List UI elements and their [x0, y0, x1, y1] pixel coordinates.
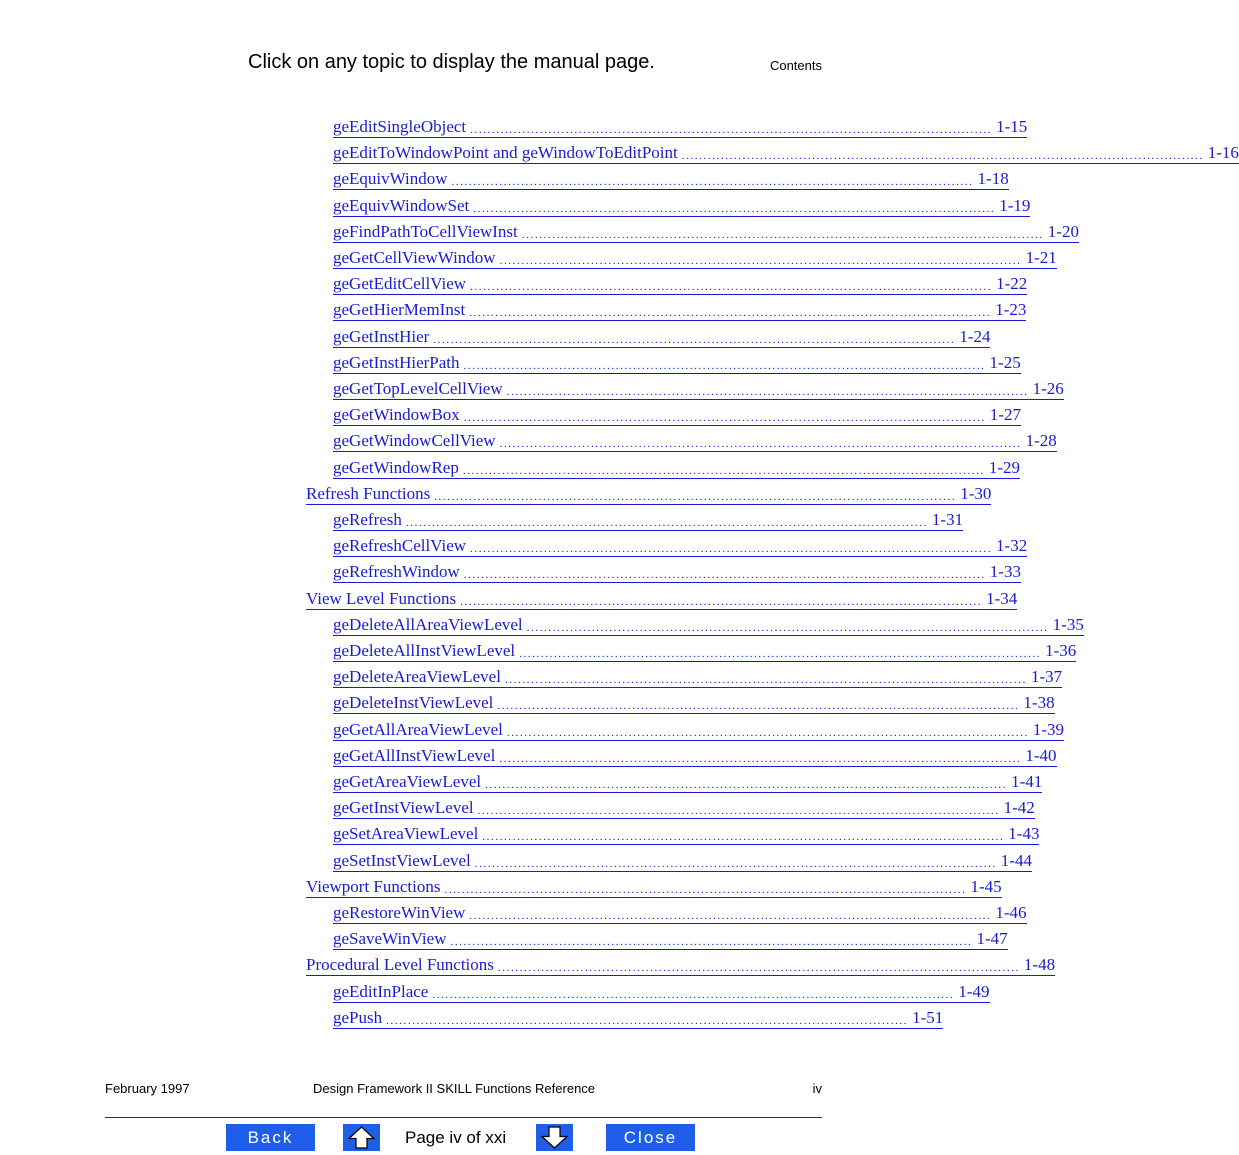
toc-entry-page: 1-35 [1049, 615, 1084, 636]
toc-entry-page: 1-36 [1041, 641, 1076, 662]
toc-entry-link[interactable] [333, 247, 1057, 269]
toc-leader-dots: ........................................................................................................................ [469, 307, 992, 319]
toc-leader-dots: ........................................................................................................................ [470, 124, 993, 136]
page-indicator: Page iv of xxi [405, 1128, 507, 1147]
toc-entry-page: 1-26 [1029, 379, 1064, 400]
toc-entry-link[interactable] [333, 797, 1035, 819]
toc-entry-title: geGetAllInstViewLevel [333, 746, 499, 767]
toc-entry-link[interactable] [333, 326, 991, 348]
toc-leader-dots: ........................................................................................................................ [460, 596, 983, 608]
toc-entry-link[interactable] [333, 614, 1084, 636]
toc-leader-dots: ........................................................................................................................ [463, 360, 986, 372]
toc-entry-link[interactable] [333, 299, 1027, 321]
toc-entry-page: 1-15 [992, 117, 1027, 138]
toc-entry-link[interactable] [333, 823, 1040, 845]
toc-entry-page: 1-43 [1004, 824, 1039, 845]
toc-section-link[interactable] [306, 876, 1002, 898]
toc-entry-title: geDeleteAllAreaViewLevel [333, 615, 527, 636]
toc-entry-title: geFindPathToCellViewInst [333, 222, 522, 243]
toc-entry-title: geEquivWindow [333, 169, 452, 190]
toc-entry-title: geEquivWindowSet [333, 196, 473, 217]
toc-entry-page: 1-37 [1027, 667, 1062, 688]
toc-entry-link[interactable] [333, 195, 1031, 217]
toc-entry-title: geEditInPlace [333, 982, 432, 1003]
toc-leader-dots: ........................................................................................................................ [463, 412, 986, 424]
toc-leader-dots: ........................................................................................................................ [519, 648, 1042, 660]
toc-leader-dots: ........................................................................................................................ [386, 1015, 909, 1027]
toc-leader-dots: ........................................................................................................................ [405, 517, 928, 529]
toc-entry-title: geGetAllAreaViewLevel [333, 720, 507, 741]
toc-entry-link[interactable] [333, 561, 1021, 583]
toc-leader-dots: ........................................................................................................................ [497, 700, 1020, 712]
toc-leader-dots: ........................................................................................................................ [504, 674, 1027, 686]
toc-entry-link[interactable] [333, 457, 1021, 479]
toc-entry-page: 1-29 [985, 458, 1020, 479]
toc-leader-dots: ........................................................................................................................ [499, 753, 1022, 765]
toc-leader-dots: ........................................................................................................................ [497, 962, 1020, 974]
previous-page-button[interactable] [343, 1124, 380, 1151]
toc-entry-title: geGetInstHier [333, 327, 433, 348]
toc-leader-dots: ........................................................................................................................ [482, 831, 1005, 843]
up-arrow-icon [343, 1124, 380, 1151]
toc-entry-title: gePush [333, 1008, 386, 1029]
toc-entry-link[interactable] [333, 981, 990, 1003]
toc-entry-link[interactable] [333, 168, 1009, 190]
toc-entry-page: 1-27 [986, 405, 1021, 426]
toc-entry-page: 1-23 [991, 300, 1026, 321]
toc-leader-dots: ........................................................................................................................ [499, 438, 1022, 450]
toc-entry-link[interactable] [333, 850, 1032, 872]
toc-entry-link[interactable] [333, 666, 1063, 688]
toc-leader-dots: ........................................................................................................................ [506, 727, 1029, 739]
toc-entry-page: 1-51 [908, 1008, 943, 1029]
toc-entry-page: 1-42 [1000, 798, 1035, 819]
toc-leader-dots: ........................................................................................................................ [462, 465, 985, 477]
toc-entry-page: 1-49 [954, 982, 989, 1003]
toc-leader-dots: ........................................................................................................................ [444, 884, 967, 896]
toc-leader-dots: ........................................................................................................................ [474, 858, 997, 870]
toc-entry-link[interactable] [333, 902, 1027, 924]
toc-section-link[interactable] [306, 483, 992, 505]
toc-entry-page: 1-34 [982, 589, 1017, 610]
toc-entry-link[interactable] [333, 273, 1028, 295]
toc-entry-title: geRefresh [333, 510, 406, 531]
toc-entry-title: geGetWindowCellView [333, 431, 500, 452]
toc-entry-page: 1-32 [992, 536, 1027, 557]
toc-entry-title: Refresh Functions [306, 484, 434, 505]
toc-entry-page: 1-48 [1020, 955, 1055, 976]
toc-entry-link[interactable] [333, 430, 1057, 452]
toc-entry-page: 1-40 [1021, 746, 1056, 767]
toc-entry-page: 1-21 [1022, 248, 1057, 269]
toc-entry-page: 1-16 [1204, 143, 1239, 164]
toc-section-link[interactable] [306, 588, 1018, 610]
toc-leader-dots: ........................................................................................................................ [681, 150, 1204, 162]
toc-entry-title: Procedural Level Functions [306, 955, 498, 976]
toc-leader-dots: ........................................................................................................................ [485, 779, 1008, 791]
toc-entry-title: geGetAreaViewLevel [333, 772, 485, 793]
toc-entry-page: 1-25 [986, 353, 1021, 374]
toc-entry-title: Viewport Functions [306, 877, 445, 898]
toc-entry-title: geGetInstHierPath [333, 353, 464, 374]
toc-entry-title: geDeleteAreaViewLevel [333, 667, 505, 688]
toc-leader-dots: ........................................................................................................................ [432, 989, 955, 1001]
toc-entry-link[interactable] [333, 719, 1065, 741]
toc-entry-page: 1-33 [986, 562, 1021, 583]
footer-title: Design Framework II SKILL Functions Reference [313, 1081, 596, 1096]
toc-entry-page: 1-18 [974, 169, 1009, 190]
toc-leader-dots: ........................................................................................................................ [463, 569, 986, 581]
toc-leader-dots: ........................................................................................................................ [451, 176, 974, 188]
close-button[interactable]: Close [606, 1124, 695, 1151]
toc-entry-title: geRestoreWinView [333, 903, 469, 924]
toc-leader-dots: ........................................................................................................................ [526, 622, 1049, 634]
toc-entry-title: geRefreshWindow [333, 562, 464, 583]
toc-entry-title: geGetHierMemInst [333, 300, 469, 321]
toc-entry-link[interactable] [333, 404, 1021, 426]
toc-section-link[interactable] [306, 954, 1056, 976]
toc-entry-title: geGetWindowRep [333, 458, 463, 479]
toc-entry-link[interactable] [333, 509, 964, 531]
toc-entry-title: geGetWindowBox [333, 405, 464, 426]
down-arrow-icon [536, 1124, 573, 1151]
toc-entry-link[interactable] [333, 928, 1008, 950]
toc-entry-link[interactable] [333, 378, 1064, 400]
toc-entry-title: geSaveWinView [333, 929, 450, 950]
toc-entry-title: View Level Functions [306, 589, 460, 610]
toc-entry-link[interactable] [333, 221, 1079, 243]
toc-leader-dots: ........................................................................................................................ [477, 805, 1000, 817]
toc-entry-link[interactable] [333, 745, 1057, 767]
page-instruction: Click on any topic to display the manual page. [248, 51, 655, 73]
toc-entry-link[interactable] [333, 142, 1239, 164]
toc-entry-page: 1-20 [1044, 222, 1079, 243]
toc-entry-title: geRefreshCellView [333, 536, 470, 557]
toc-entry-page: 1-39 [1029, 720, 1064, 741]
toc-entry-link[interactable] [333, 1007, 944, 1029]
toc-entry-title: geEditSingleObject [333, 117, 470, 138]
toc-leader-dots: ........................................................................................................................ [473, 203, 996, 215]
toc-leader-dots: ........................................................................................................................ [433, 334, 956, 346]
toc-entry-page: 1-28 [1022, 431, 1057, 452]
toc-entry-link[interactable] [333, 116, 1028, 138]
footer-date: February 1997 [105, 1081, 190, 1096]
toc-entry-page: 1-19 [995, 196, 1030, 217]
toc-entry-page: 1-24 [955, 327, 990, 348]
toc-entry-page: 1-46 [991, 903, 1026, 924]
toc-entry-title: geGetEditCellView [333, 274, 470, 295]
toc-entry-page: 1-41 [1007, 772, 1042, 793]
toc-entry-link[interactable] [333, 535, 1028, 557]
toc-entry-title: geSetAreaViewLevel [333, 824, 482, 845]
next-page-button[interactable] [536, 1124, 573, 1151]
toc-entry-title: geDeleteAllInstViewLevel [333, 641, 519, 662]
toc-entry-title: geGetTopLevelCellView [333, 379, 507, 400]
toc-entry-title: geGetInstViewLevel [333, 798, 478, 819]
toc-entry-page: 1-45 [967, 877, 1002, 898]
toc-entry-link[interactable] [333, 692, 1055, 714]
toc-leader-dots: ........................................................................................................................ [434, 491, 957, 503]
toc-leader-dots: ........................................................................................................................ [506, 386, 1029, 398]
toc-entry-title: geDeleteInstViewLevel [333, 693, 497, 714]
toc-entry-link[interactable] [333, 352, 1021, 374]
section-label: Contents [769, 58, 822, 73]
footer-page-number: iv [812, 1081, 822, 1096]
toc-leader-dots: ........................................................................................................................ [499, 255, 1022, 267]
toc-entry-page: 1-47 [972, 929, 1007, 950]
toc-entry-page: 1-22 [992, 274, 1027, 295]
toc-entry-link[interactable] [333, 640, 1077, 662]
toc-entry-title: geSetInstViewLevel [333, 851, 475, 872]
toc-entry-page: 1-31 [928, 510, 963, 531]
toc-leader-dots: ........................................................................................................................ [450, 936, 973, 948]
toc-entry-page: 1-44 [997, 851, 1032, 872]
toc-leader-dots: ........................................................................................................................ [470, 281, 993, 293]
toc-entry-title: geGetCellViewWindow [333, 248, 500, 269]
toc-leader-dots: ........................................................................................................................ [469, 910, 992, 922]
toc-entry-link[interactable] [333, 771, 1043, 793]
toc-entry-title: geEditToWindowPoint and geWindowToEditPoint [333, 143, 682, 164]
toc-entry-page: 1-38 [1019, 693, 1054, 714]
footer-divider [105, 1117, 822, 1118]
toc-leader-dots: ........................................................................................................................ [521, 229, 1044, 241]
toc-leader-dots: ........................................................................................................................ [470, 543, 993, 555]
back-button[interactable]: Back [226, 1124, 315, 1151]
toc-entry-page: 1-30 [956, 484, 991, 505]
